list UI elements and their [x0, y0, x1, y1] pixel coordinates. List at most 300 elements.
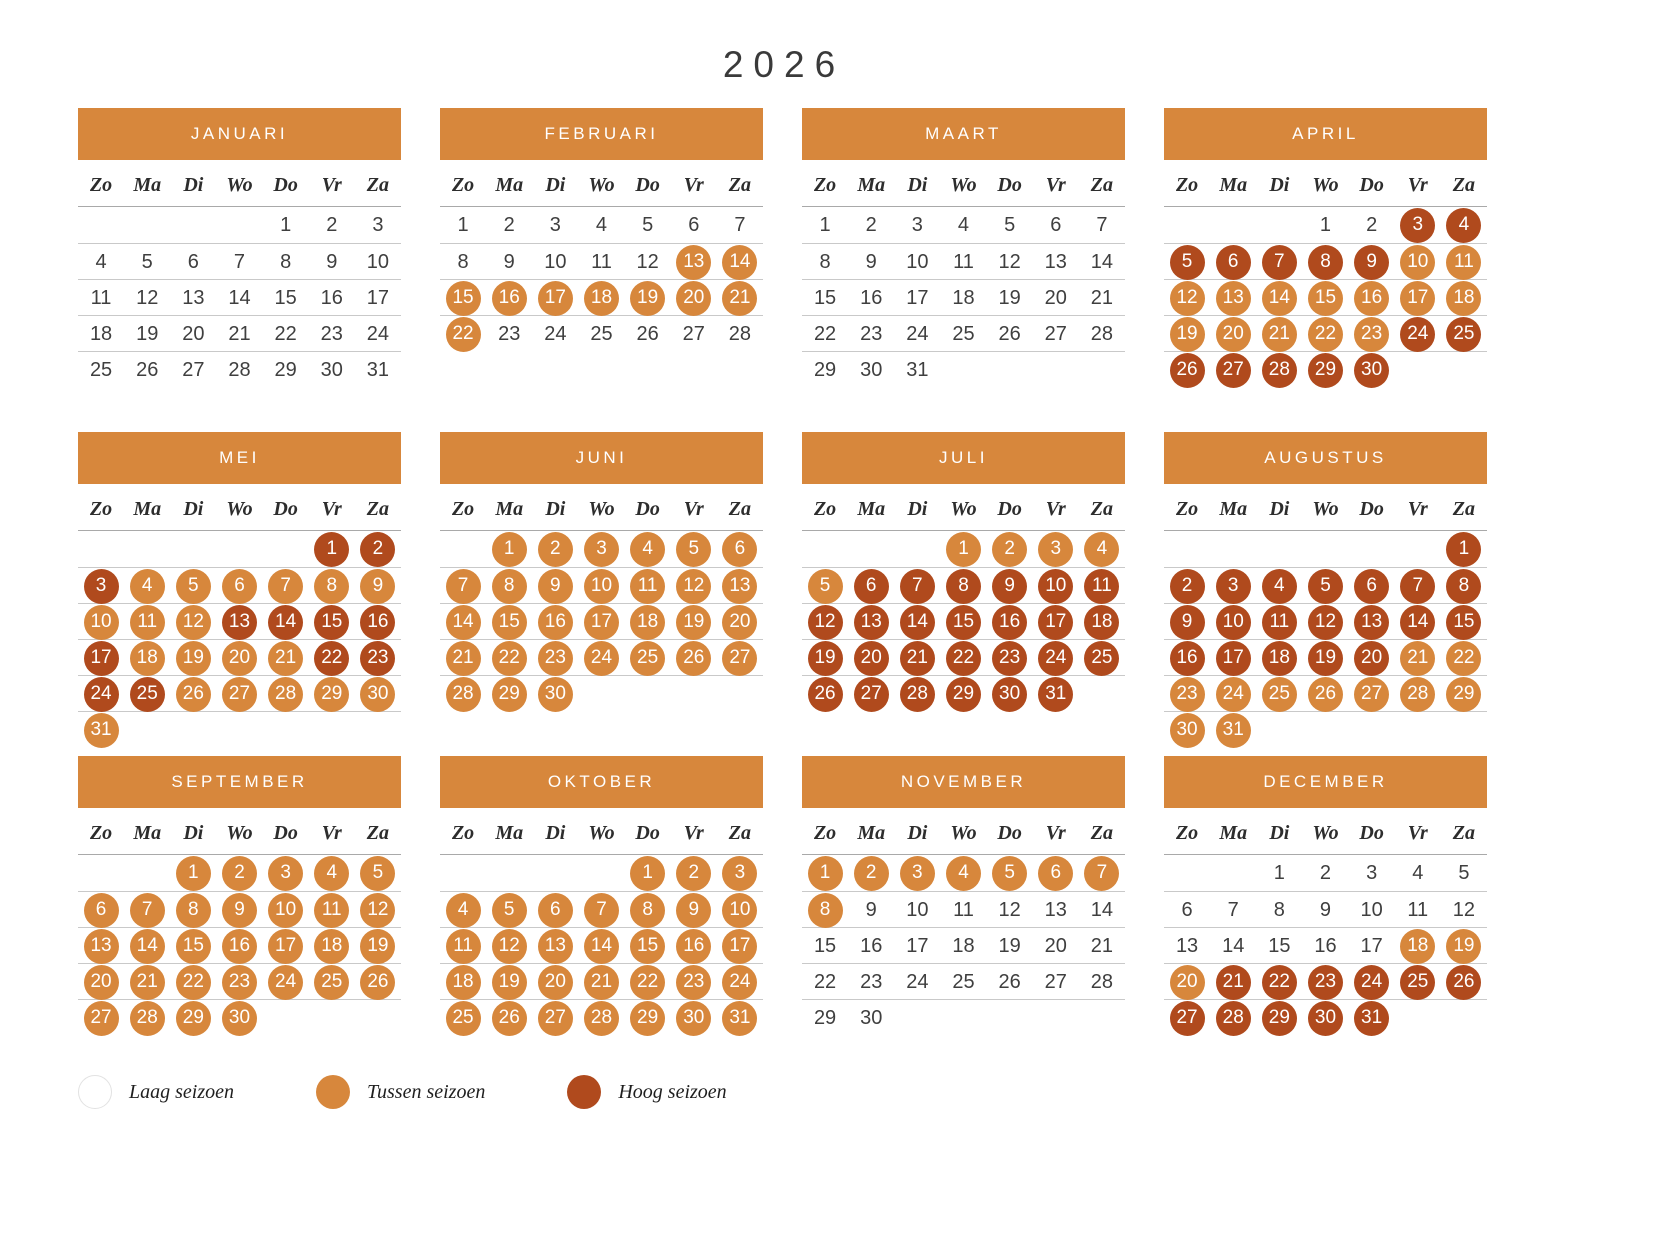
day-cell-laag: [170, 280, 216, 316]
day-number: 6: [1354, 569, 1389, 604]
empty-cell: [1256, 712, 1302, 748]
day-cell-hoog: [1164, 244, 1210, 280]
day-number: 11: [130, 605, 165, 640]
day-number: 23: [1308, 965, 1343, 1000]
day-number: 27: [84, 1001, 119, 1036]
day-cell-tussen: [1395, 640, 1441, 676]
empty-cell: [987, 352, 1033, 388]
day-cell-tussen: [309, 855, 355, 891]
day-cell-tussen: [440, 1000, 486, 1036]
day-number: 6: [222, 569, 257, 604]
day-cell-laag: [1395, 892, 1441, 928]
day-of-week-row: [440, 160, 763, 207]
day-cell-tussen: [532, 964, 578, 1000]
day-number: 22: [274, 322, 297, 345]
day-cell-tussen: [216, 640, 262, 676]
week-row: [440, 963, 763, 999]
day-cell-tussen: [1395, 280, 1441, 316]
day-number: 19: [998, 934, 1021, 957]
day-number: 22: [630, 965, 665, 1000]
day-number: 1: [819, 213, 831, 236]
day-number: 25: [1400, 965, 1435, 1000]
day-cell-tussen: [625, 640, 671, 676]
empty-cell: [440, 531, 486, 567]
day-cell-tussen: [440, 280, 486, 316]
day-number: 8: [1308, 245, 1343, 280]
day-cell-hoog: [1033, 676, 1079, 712]
day-of-week-label: Wo: [226, 498, 253, 520]
week-row: [78, 963, 401, 999]
day-number: 21: [1400, 641, 1435, 676]
day-cell-tussen: [1164, 316, 1210, 352]
day-cell-laag: [1079, 928, 1125, 964]
day-cell-laag: [940, 244, 986, 280]
day-cell-tussen: [1210, 280, 1256, 316]
day-number: 7: [1227, 898, 1239, 921]
day-of-week-label: Ma: [495, 174, 524, 196]
day-cell-tussen: [671, 1000, 717, 1036]
day-cell-laag: [894, 964, 940, 1000]
day-number: 21: [130, 965, 165, 1000]
day-number: 21: [1262, 317, 1297, 352]
day-number: 26: [136, 358, 159, 381]
day-cell-hoog: [1395, 964, 1441, 1000]
day-cell-laag: [1302, 207, 1348, 243]
week-row: [802, 531, 1125, 567]
day-cell-tussen: [1256, 316, 1302, 352]
day-number: 27: [1044, 322, 1067, 345]
day-cell-hoog: [1395, 207, 1441, 243]
day-cell-tussen: [671, 568, 717, 604]
day-number: 7: [900, 569, 935, 604]
day-cell-tussen: [1164, 712, 1210, 748]
day-cell-tussen: [486, 892, 532, 928]
week-row: [1164, 963, 1487, 999]
day-of-week-label: Za: [728, 498, 752, 520]
months-grid: [78, 108, 1490, 1035]
day-number: 16: [676, 929, 711, 964]
day-number: 30: [860, 358, 883, 381]
empty-cell: [1033, 352, 1079, 388]
day-cell-laag: [987, 244, 1033, 280]
day-number: 3: [84, 569, 119, 604]
week-row: [78, 351, 401, 387]
day-number: 9: [865, 250, 877, 273]
day-cell-tussen: [216, 1000, 262, 1036]
day-number: 23: [992, 641, 1027, 676]
day-cell-tussen: [1441, 928, 1487, 964]
day-cell-tussen: [170, 604, 216, 640]
day-cell-hoog: [848, 640, 894, 676]
day-cell-laag: [1079, 280, 1125, 316]
day-cell-hoog: [78, 676, 124, 712]
day-number: 28: [130, 1001, 165, 1036]
day-number: 22: [492, 641, 527, 676]
day-of-week-label: Vr: [321, 174, 342, 196]
day-cell-tussen: [440, 604, 486, 640]
week-row: [802, 891, 1125, 927]
day-cell-tussen: [671, 640, 717, 676]
day-number: 19: [1446, 929, 1481, 964]
day-number: 26: [492, 1001, 527, 1036]
day-cell-hoog: [1079, 640, 1125, 676]
hoog-season-swatch: [567, 1075, 601, 1109]
day-number: 26: [676, 641, 711, 676]
day-number: 2: [992, 532, 1027, 567]
day-number: 26: [998, 322, 1021, 345]
day-of-week-label: Za: [1452, 822, 1476, 844]
day-number: 4: [957, 213, 970, 236]
day-number: 4: [946, 856, 981, 891]
day-number: 22: [1308, 317, 1343, 352]
day-cell-hoog: [1441, 604, 1487, 640]
day-cell-tussen: [124, 892, 170, 928]
day-number: 22: [813, 970, 837, 993]
day-number: 12: [998, 250, 1021, 273]
day-number: 9: [538, 569, 573, 604]
day-cell-tussen: [355, 568, 401, 604]
day-cell-laag: [848, 964, 894, 1000]
day-cell-tussen: [578, 928, 624, 964]
day-number: 11: [953, 250, 974, 273]
day-number: 2: [360, 532, 395, 567]
day-number: 1: [808, 856, 843, 891]
day-number: 3: [722, 856, 757, 891]
day-cell-laag: [532, 316, 578, 352]
day-number: 23: [222, 965, 257, 1000]
day-cell-hoog: [263, 604, 309, 640]
day-cell-tussen: [124, 604, 170, 640]
day-cell-tussen: [671, 892, 717, 928]
day-cell-laag: [1079, 207, 1125, 243]
week-row: [440, 639, 763, 675]
day-number: 5: [1170, 245, 1205, 280]
day-number: 12: [360, 893, 395, 928]
day-cell-laag: [802, 207, 848, 243]
day-number: 2: [1319, 861, 1332, 884]
day-number: 15: [1446, 605, 1481, 640]
day-number: 29: [1446, 677, 1481, 712]
day-number: 17: [366, 286, 390, 309]
day-number: 5: [642, 213, 654, 236]
day-number: 2: [854, 856, 889, 891]
day-cell-laag: [355, 244, 401, 280]
day-cell-tussen: [170, 892, 216, 928]
day-of-week-label: Za: [366, 822, 390, 844]
day-number: 2: [676, 856, 711, 891]
day-number: 15: [630, 929, 665, 964]
day-number: 7: [130, 893, 165, 928]
day-of-week-label: Zo: [451, 498, 475, 520]
day-cell-tussen: [216, 568, 262, 604]
day-number: 6: [538, 893, 573, 928]
empty-cell: [1210, 531, 1256, 567]
day-cell-tussen: [848, 855, 894, 891]
day-number: 29: [630, 1001, 665, 1036]
empty-cell: [1033, 1000, 1079, 1036]
day-number: 18: [952, 934, 975, 957]
week-row: [440, 675, 763, 711]
day-of-week-label: Wo: [1312, 174, 1339, 196]
day-number: 3: [584, 532, 619, 567]
month-header: MEI: [78, 432, 401, 484]
day-cell-tussen: [1395, 244, 1441, 280]
day-number: 28: [1090, 322, 1114, 345]
day-number: 20: [1044, 934, 1067, 957]
day-number: 21: [722, 281, 757, 316]
day-number: 21: [1216, 965, 1251, 1000]
day-number: 20: [84, 965, 119, 1000]
day-number: 11: [90, 286, 112, 309]
day-cell-laag: [1210, 892, 1256, 928]
day-number: 30: [860, 1006, 883, 1029]
day-cell-tussen: [717, 640, 763, 676]
day-cell-hoog: [1164, 604, 1210, 640]
day-cell-laag: [987, 316, 1033, 352]
day-of-week-row: [440, 808, 763, 855]
day-cell-laag: [124, 244, 170, 280]
day-number: 24: [84, 677, 119, 712]
day-number: 12: [1308, 605, 1343, 640]
day-number: 10: [268, 893, 303, 928]
day-number: 4: [1446, 208, 1481, 243]
day-number: 20: [1170, 965, 1205, 1000]
day-number: 30: [676, 1001, 711, 1036]
week-row: [78, 675, 401, 711]
day-cell-hoog: [1302, 352, 1348, 388]
day-cell-tussen: [216, 964, 262, 1000]
day-cell-tussen: [486, 928, 532, 964]
day-cell-tussen: [717, 604, 763, 640]
day-number: 31: [722, 1001, 757, 1036]
day-cell-tussen: [532, 640, 578, 676]
day-cell-laag: [848, 352, 894, 388]
day-number: 9: [326, 250, 338, 273]
day-cell-tussen: [486, 1000, 532, 1036]
day-of-week-label: Vr: [1407, 498, 1428, 520]
day-cell-hoog: [1441, 568, 1487, 604]
empty-cell: [124, 855, 170, 891]
day-of-week-label: Vr: [683, 174, 704, 196]
day-number: 22: [314, 641, 349, 676]
day-number: 25: [952, 322, 975, 345]
day-cell-laag: [1210, 928, 1256, 964]
day-cell-tussen: [1441, 244, 1487, 280]
empty-cell: [1395, 352, 1441, 388]
day-cell-hoog: [1210, 1000, 1256, 1036]
day-cell-laag: [671, 316, 717, 352]
week-row: [440, 207, 763, 243]
day-number: 2: [865, 213, 877, 236]
week-row: [78, 855, 401, 891]
empty-cell: [1210, 855, 1256, 891]
day-of-week-label: Wo: [588, 498, 615, 520]
day-number: 31: [906, 358, 929, 381]
empty-cell: [263, 1000, 309, 1036]
day-of-week-row: [802, 160, 1125, 207]
day-cell-hoog: [1210, 568, 1256, 604]
day-cell-tussen: [124, 568, 170, 604]
day-cell-tussen: [802, 892, 848, 928]
day-number: 21: [1090, 286, 1114, 309]
day-cell-laag: [1033, 964, 1079, 1000]
day-cell-laag: [894, 316, 940, 352]
day-number: 12: [998, 898, 1021, 921]
day-number: 16: [1314, 934, 1337, 957]
month-header: AUGUSTUS: [1164, 432, 1487, 484]
legend-item-laag: [78, 1075, 234, 1109]
day-number: 4: [630, 532, 665, 567]
day-number: 13: [1044, 898, 1067, 921]
day-number: 16: [360, 605, 395, 640]
day-number: 12: [1170, 281, 1205, 316]
day-number: 1: [1319, 213, 1332, 236]
empty-cell: [894, 1000, 940, 1036]
day-number: 25: [590, 322, 613, 345]
day-number: 15: [1308, 281, 1343, 316]
day-number: 19: [808, 641, 843, 676]
day-cell-tussen: [263, 568, 309, 604]
day-of-week-label: Ma: [495, 822, 524, 844]
month-februari: [440, 108, 763, 351]
day-cell-tussen: [940, 531, 986, 567]
empty-cell: [124, 531, 170, 567]
day-cell-tussen: [486, 280, 532, 316]
day-number: 23: [676, 965, 711, 1000]
day-number: 20: [1044, 286, 1067, 309]
day-number: 18: [130, 641, 165, 676]
week-row: [1164, 315, 1487, 351]
day-number: 6: [1038, 856, 1073, 891]
day-cell-hoog: [355, 640, 401, 676]
day-cell-hoog: [940, 568, 986, 604]
week-row: [78, 315, 401, 351]
day-of-week-label: Zo: [813, 174, 837, 196]
week-row: [802, 927, 1125, 963]
day-cell-tussen: [309, 928, 355, 964]
day-number: 29: [176, 1001, 211, 1036]
empty-cell: [78, 531, 124, 567]
day-number: 11: [314, 893, 349, 928]
day-cell-laag: [802, 1000, 848, 1036]
day-cell-hoog: [802, 676, 848, 712]
day-number: 1: [630, 856, 665, 891]
day-number: 7: [1262, 245, 1297, 280]
day-cell-tussen: [78, 928, 124, 964]
day-number: 9: [676, 893, 711, 928]
day-number: 3: [1366, 861, 1378, 884]
day-cell-laag: [124, 280, 170, 316]
day-number: 29: [274, 358, 297, 381]
day-cell-tussen: [940, 855, 986, 891]
day-number: 25: [446, 1001, 481, 1036]
day-cell-laag: [1079, 892, 1125, 928]
day-number: 2: [326, 213, 338, 236]
day-cell-laag: [1349, 207, 1395, 243]
day-number: 27: [682, 322, 705, 345]
day-cell-laag: [940, 280, 986, 316]
day-cell-tussen: [170, 928, 216, 964]
day-number: 11: [1084, 569, 1119, 604]
day-cell-hoog: [309, 640, 355, 676]
day-number: 21: [446, 641, 481, 676]
empty-cell: [1441, 1000, 1487, 1036]
day-number: 6: [722, 532, 757, 567]
day-cell-laag: [1302, 892, 1348, 928]
day-number: 10: [584, 569, 619, 604]
day-number: 17: [268, 929, 303, 964]
day-number: 10: [1360, 898, 1383, 921]
day-number: 12: [1452, 898, 1476, 921]
day-number: 9: [222, 893, 257, 928]
day-cell-laag: [1349, 892, 1395, 928]
day-of-week-label: Za: [1452, 498, 1476, 520]
week-row: [802, 963, 1125, 999]
day-number: 21: [268, 641, 303, 676]
day-number: 30: [1308, 1001, 1343, 1036]
day-cell-tussen: [170, 640, 216, 676]
day-cell-laag: [894, 280, 940, 316]
day-cell-hoog: [802, 640, 848, 676]
empty-cell: [170, 531, 216, 567]
day-number: 19: [998, 286, 1021, 309]
day-cell-tussen: [309, 964, 355, 1000]
month-header: FEBRUARI: [440, 108, 763, 160]
day-cell-laag: [78, 244, 124, 280]
day-number: 30: [222, 1001, 257, 1036]
day-number: 25: [1084, 641, 1119, 676]
month-header: MAART: [802, 108, 1125, 160]
month-januari: [78, 108, 401, 387]
day-cell-laag: [625, 244, 671, 280]
day-of-week-label: Zo: [813, 822, 837, 844]
day-of-week-row: [802, 808, 1125, 855]
empty-cell: [940, 352, 986, 388]
empty-cell: [671, 676, 717, 712]
day-cell-tussen: [671, 855, 717, 891]
day-number: 9: [865, 898, 877, 921]
day-cell-tussen: [802, 855, 848, 891]
day-cell-tussen: [124, 1000, 170, 1036]
day-cell-tussen: [671, 244, 717, 280]
day-cell-tussen: [717, 568, 763, 604]
day-number: 26: [1308, 677, 1343, 712]
week-row: [802, 315, 1125, 351]
day-cell-hoog: [848, 604, 894, 640]
day-cell-tussen: [717, 531, 763, 567]
day-cell-laag: [894, 207, 940, 243]
day-of-week-label: Wo: [588, 822, 615, 844]
day-cell-hoog: [940, 640, 986, 676]
day-cell-laag: [894, 892, 940, 928]
day-cell-tussen: [1210, 316, 1256, 352]
day-cell-hoog: [802, 604, 848, 640]
day-cell-tussen: [532, 928, 578, 964]
day-of-week-label: Zo: [813, 498, 837, 520]
day-number: 26: [1446, 965, 1481, 1000]
day-number: 8: [457, 250, 469, 273]
day-number: 4: [595, 213, 608, 236]
day-of-week-label: Vr: [321, 822, 342, 844]
day-cell-tussen: [309, 676, 355, 712]
day-number: 23: [1354, 317, 1389, 352]
day-number: 27: [1044, 970, 1067, 993]
week-row: [802, 639, 1125, 675]
day-number: 14: [1400, 605, 1435, 640]
day-cell-tussen: [1441, 280, 1487, 316]
day-number: 26: [808, 677, 843, 712]
day-number: 13: [1216, 281, 1251, 316]
